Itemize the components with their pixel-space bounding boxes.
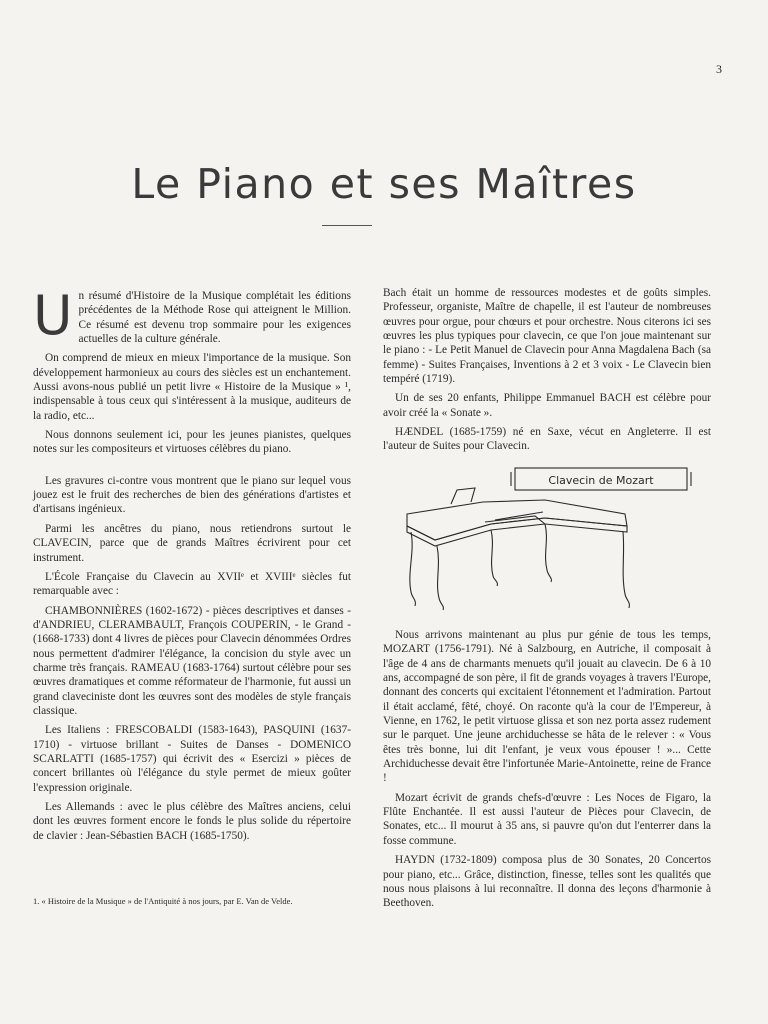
paragraph: On comprend de mieux en mieux l'importance de la musique. Son développement harmonieux au cours des siècles est un enchantement. Aussi avons-nous publié un petit livre « Histoire de la Musique » ¹, indispensable à tous ceux qui s'intéressent à la musique, auditeurs de la radio, etc... xyxy=(33,352,351,422)
paragraph: Les gravures ci-contre vous montrent que le piano sur lequel vous jouez est le fruit des recherches de bien des générations d'artistes et d'artisans ingénieux. xyxy=(33,474,351,516)
paragraph: Nous arrivons maintenant au plus pur génie de tous les temps, MOZART (1756-1791). Né à Salzbourg, en Autriche, il composait à l'âge de 4 ans de charmants menuets qu'il jouait au clavecin. De 6 à 10 ans, accompagné de son père, il fit de grands voyages à travers l'Europe, donnant des concerts qui excitaient l'étonnement et l'admiration. Partout il était acclamé, fêté, choyé. On raconte qu'à la cour de l'Empereur, à Vienne, en 1762, le petit virtuose glissa et son nez porta assez rudement sur le parquet. Une jeune archiduchesse se hâta de le relever : « Vous êtes très bonne, lui dit l'enfant, je veux vous épouser ! »... Cette Archiduchesse devait être l'infortunée Marie-Antoinette, reine de France ! xyxy=(383,629,711,785)
paragraph: L'École Française du Clavecin au XVIIᵉ et XVIIIᵉ siècles fut remarquable avec : xyxy=(33,570,351,598)
footnote: 1. « Histoire de la Musique » de l'Antiquité à nos jours, par E. Van de Velde. xyxy=(33,896,293,906)
drop-cap: U xyxy=(33,284,73,347)
paragraph: Nous donnons seulement ici, pour les jeunes pianistes, quelques notes sur les compositeurs et virtuoses célèbres du piano. xyxy=(33,429,351,456)
intro-paragraph: Un résumé d'Histoire de la Musique complétait les éditions précédentes de la Méthode Rose qui atteignent le Million. Ce résumé est devenu trop sommaire pour les exigences actuelles de la culture générale. xyxy=(33,284,351,347)
paragraph: CHAMBONNIÈRES (1602-1672) - pièces descriptives et danses - d'ANDRIEU, CLERAMBAULT, François COUPERIN, - le Grand - (1668-1733) dont 4 livres de pièces pour Clavecin dénommées Ordres nous permettent d'admirer l'élégance, la concision du style avec un charme très français. RAMEAU (1683-1764) surtout célèbre pour ses œuvres dramatiques et comme réformateur de l'harmonie, fut aussi un grand claveciniste dont les œuvres sont des modèles de style français classique. xyxy=(33,604,351,717)
illustration-caption: Clavecin de Mozart xyxy=(548,474,654,487)
left-column xyxy=(33,284,351,848)
page-number: 3 xyxy=(716,62,722,76)
paragraph: Bach était un homme de ressources modestes et de goûts simples. Professeur, organiste, Maître de chapelle, il est l'auteur de nombreuses œuvres pour orgue, pour chœurs et pour orchestre. Nous citerons ici ses œuvres les plus typiques pour clavecin, ce que l'on joue maintenant sur le piano : - Le Petit Manuel de Clavecin pour Anna Magdalena Bach (sa femme) - Suites Françaises, Inventions à 2 et 3 voix - Le Clavecin bien tempéré (1719). xyxy=(383,287,711,386)
paragraph: Mozart écrivit de grands chefs-d'œuvre : Les Noces de Figaro, la Flûte Enchantée. Il est aussi l'auteur de Pièces pour Clavecin, de Sonates, etc... Il mourut à 35 ans, si pauvre qu'on dut l'enterrer dans la fosse commune. xyxy=(383,791,711,847)
paragraph: Les Allemands : avec le plus célèbre des Maîtres anciens, celui dont les œuvres forment encore le fonds le plus solide du répertoire de clavier : Jean-Sébastien BACH (1685-1750). xyxy=(33,801,351,842)
paragraph: Parmi les ancêtres du piano, nous retiendrons surtout le CLAVECIN, parce que de grands Maîtres écrivirent pour cet instrument. xyxy=(33,522,351,564)
paragraph: Un de ses 20 enfants, Philippe Emmanuel BACH est célèbre pour avoir créé la « Sonate ». xyxy=(383,392,711,419)
harpsichord-illustration xyxy=(395,462,695,622)
paragraph: Les Italiens : FRESCOBALDI (1583-1643), PASQUINI (1637-1710) - virtuose brillant - Suites de Danses - DOMENICO SCARLATTI (1685-1757) qui écrivit des « Esercizi » pièces de concert brillantes où l'élégance du style permet de mieux goûter l'expression originale. xyxy=(33,724,351,794)
paragraph: HAYDN (1732-1809) composa plus de 30 Sonates, 20 Concertos pour piano, etc... Grâce, distinction, finesse, telles sont les qualités que nous nous plaisons à lui reconnaître. Il donna des leçons d'harmonie à Beethoven. xyxy=(383,854,711,910)
paragraph: HÆNDEL (1685-1759) né en Saxe, vécut en Angleterre. Il est l'auteur de Suites pour Clavecin. xyxy=(383,426,711,453)
title-divider xyxy=(322,225,372,226)
page-title: Le Piano et ses Maîtres xyxy=(131,160,637,208)
right-column-top xyxy=(383,286,711,459)
right-column-bottom xyxy=(383,628,711,916)
